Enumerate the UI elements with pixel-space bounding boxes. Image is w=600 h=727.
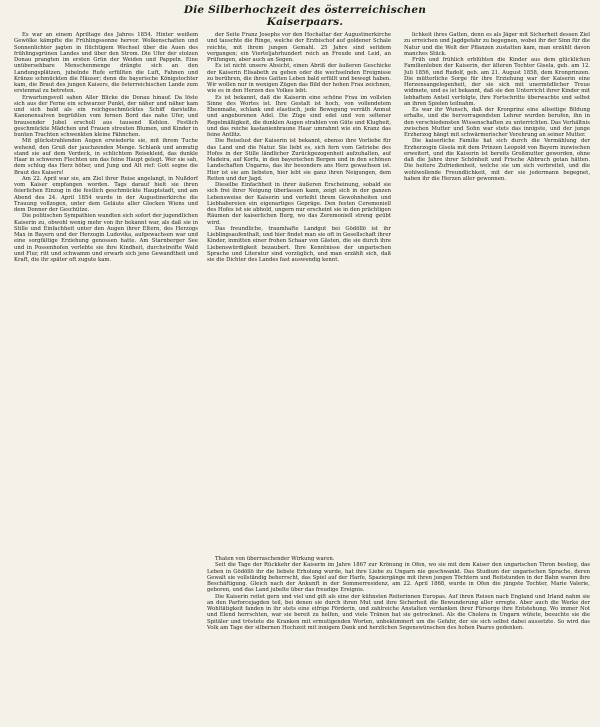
paragraph: Es war ihr Wunsch, daß der Kronprinz eine allseitige Bildung erhalte, und die hervorragendsten Lehrer wurden berufen, ihn in den verschiedensten Wissenschaften zu unterrichten. Das Verhältnis zwischen Mutter und Sohn war stets das innigste, und der junge Erzherzog hängt mit schwärmerischer Verehrung an seiner Mutter. <box>404 107 590 138</box>
paragraph: der Seite Franz Josephs vor den Hochaltar der Augustinerkirche und tauschte die Ringe, welche der Erzbischof auf goldener Schale reichte, mit ihrem jungen Gemahl. 25 Jahre sind seitdem vergangen; ein Vierteljahrhundert reich an Freude und Leid, an Prüfungen, aber auch an Segen. <box>207 32 391 63</box>
title-line-2: Kaiserpaars. <box>266 16 344 28</box>
paragraph: Erwartungsvoll sahen Aller Blicke die Donau hinauf. Da löste sich aus der Ferne ein schwarzer Punkt, der näher und näher kam und sich bald als ein reichgeschmücktes Schiff darstellte. Kanonensalven begrüßten vom fernen Bord das nahe Ufer, und brausender Jubel erscholl aus tausend Kehlen. Festlich geschmückte Mädchen und Frauen streuten Blumen, und Kinder in bunten Trachten schwenkten kleine Fähnchen. <box>14 94 198 138</box>
paragraph: Die kaiserliche Familie hat sich durch die Vermählung der Erzherzogin Gisela mit dem Prinzen Leopold von Bayern inzwischen erweitert, und die Kaiserin ist bereits Großmutter geworden, ohne daß die Jahre ihrer Schönheit und Frische Abbruch getan hätten. Die heitere Zufriedenheit, welche sie um sich verbreitet, und die wohlwollende Freundlichkeit, mit der sie jedermann begegnet, haben ihr die Herzen aller gewonnen. <box>404 138 590 182</box>
paragraph: Das freundliche, traumhafte Landgut bei Gödöllö ist ihr Lieblingsaufenthalt, und hier findet man sie oft in Gesellschaft ihrer Kinder, inmitten einer frohen Schaar von Gästen, die sie durch ihre Liebenswürdigkeit bezaubert. Ihre Kenntnisse der ungarischen Sprache und Literatur sind vorzüglich, und man erzählt sich, daß sie die Dichter des Landes fast auswendig kennt. <box>207 225 391 263</box>
paragraph: Mit glückstrahlenden Augen erwiederte sie, mit ihrem Tuche wehend, den Gruß der jauchzenden Menge. Schlank und anmutig stand sie auf dem Verdeck, in schlichtem Reisekleid, das dunkle Haar in schweren Flechten um das feine Haupt gelegt. Wer sie sah, dem schlug das Herz höher, und Jung und Alt rief: Gott segne die Braut des Kaisers! <box>14 138 198 176</box>
paragraph: Seit die Tage der Rückkehr der Kaiserin im Jahre 1867 zur Krönung in Ofen, wo sie mit dem Kaiser den ungarischen Thron bestieg, das Leben in Gödöllö ihr die liebste Erholung wurde, hat ihre Liebe zu Ungarn nie geschwankt. Das Studium der ungarischen Sprache, deren Gewalt sie vollständig beherrscht, das Spiel auf der Harfe, Spaziergänge mit ihren jungen Töchtern und Reitstunden in der Bahn waren ihre Beschäftigung. Gleich nach der Ankunft in der Sommerresidenz, am 22. April 1868, wurde in Ofen die jüngste Tochter, Marie Valerie, geboren, und das Land jubelte über das freudige Ereignis. <box>207 562 590 594</box>
paragraph: Dieselbe Einfachheit in ihrer äußeren Erscheinung, sobald sie sich frei ihrer Neigung überlassen kann, zeigt sich in der ganzen Lebensweise der Kaiserin und verleiht ihrem Gewohnheiten und Liebhabereien ein eigenartiges Gepräge. Den festen Ceremoniell des Hofes ist sie abhold, ungern nur erscheint sie in den prächtigen Räumen der kaiserlichen Burg, wo das Zeremoniell streng geübt wird. <box>207 182 391 226</box>
paragraph: Früh und frühlich erblühten die Kinder aus dem glücklichen Familienleben der Kaiserin, der älteren Tochter Gisela, geb. am 12. Juli 1856, und Rudolf, geb. am 21. August 1858, dem Kronprinzen. Die mütterliche Sorge für ihre Erziehung war der Kaiserin eine Herzensangelegenheit, der sie sich mit unermüdlicher Treue widmete, und es ist bekannt, daß sie den Unterricht ihrer Kinder mit lebhaftem Anteil verfolgte, ihre Fortschritte überwachte und selbst an ihren Spielen teilnahm. <box>404 57 590 107</box>
text-column-1 <box>14 32 198 722</box>
paragraph: lichkeit ihres Gatten, denn es als Jäger mit Sicherheit dessen Ziel zu erreichen und Jagdgefahr zu begegnen, wobei ihr der Sinn für die Natur und die Welt der Pflanzen zustatten kam, man erzählt davon manches Stück. <box>404 32 590 57</box>
paragraph: Thaten von überraschender Wirkung waren. <box>215 556 335 562</box>
paragraph: Am 22. April war sie, am Ziel ihrer Reise angelangt, in Nußdorf vom Kaiser empfangen worden. Tags darauf hielt sie ihren feierlichen Einzug in die festlich geschmückte Hauptstadt, und am Abend des 24. April 1854 wurde in der Augustinerkirche die Trauung vollzogen, unter dem Geläute aller Glocken Wiens und dem Donner der Geschütze. <box>14 175 198 213</box>
paragraph: Die Kaiserin reitet gern und viel und gilt als eine der kühnsten Reiterinnen Europas. Auf ihren Reisen nach England und Irland nahm sie an den Parforcejagden teil, bei denen sie durch ihren Mut und ihre Sicherheit die Bewunderung aller erregte. Aber auch die Werke der Wohltätigkeit fanden in ihr stets eine eifrige Förderin, und zahlreiche Anstalten verdanken ihrer Fürsorge ihre Entstehung. Wo immer Not und Elend herrschten, war sie bereit zu helfen, und viele Tränen hat sie getrocknet. Als die Cholera in Ungarn wütete, besuchte sie die Spitäler und tröstete die Kranken mit ermutigenden Worten, unbekümmert um die Gefahr, der sie sich selbst dabei aussetzte. So wird das Volk am Tage der silbernen Hochzeit mit innigem Dank und herzlichen Segenswünschen des hohen Paares gedenken. <box>207 593 590 631</box>
text-column-3 <box>404 32 590 552</box>
paragraph: Es ist nicht unsere Absicht, einen Abriß der äußeren Geschicke der Kaiserin Elisabeth zu geben oder die wechselnden Ereignisse zu berühren, die ihres Gatten Leben bald erfüllt und bewegt haben. Wir wollen nur in wenigen Zügen das Bild der hohen Frau zeichnen, wie es in den Herzen des Volkes lebt. <box>207 63 391 95</box>
paragraph: Es war an einem Apriltage des Jahres 1854. Hinter weißem Gewölke kämpfte die Frühlingssonne hervor. Wolkenschatten und Sonnenlichter jagten in flüchtigem Wechsel über die Auen des frühlingsgrünen Landes und über den Strom. Die Ufer der stolzen Donau prangten im ersten Grün der Weiden und Pappeln. Eine unübersehbare Menschenmenge drängte sich an den Landungsplätzen, jubelnde Rufe erfüllten die Luft, Fahnen und Kränze schmückten die Häuser; denn die bayerische Königstochter kam, die Braut des jungen Kaisers, die österreichischen Lande zum erstenmal zu betreten. <box>14 32 198 95</box>
article-title <box>160 4 450 28</box>
paragraph: Die Reiselust der Kaiserin ist bekannt, ebenso ihre Vorliebe für das Land und die Natur. Sie liebt es, sich fern vom Getriebe des Hofes in der Stille ländlicher Zurückgezogenheit aufzuhalten, auf Madeira, auf Korfu, in den bayerischen Bergen und in den schönen Landschaften Ungarns, das ihr besonders ans Herz gewachsen ist. Hier ist sie am liebsten, hier lebt sie ganz ihren Neigungen, dem Reiten und der Jagd. <box>207 138 391 182</box>
paragraph: Es ist bekannt, daß die Kaiserin eine schöne Frau im vollsten Sinne des Wortes ist. Ihre Gestalt ist hoch, von vollendetem Ebenmaße, schlank und elastisch, jede Bewegung verräth Anmut und angeborenen Adel. Die Züge sind edel und von seltener Regelmäßigkeit, die dunklen Augen strahlen von Güte und Klugheit, und das reiche kastanienbraune Haar umrahmt wie ein Kranz das feine Antlitz. <box>207 94 391 138</box>
text-wide-block <box>207 556 590 722</box>
title-line-1: Die Silberhochzeit des österreichischen <box>183 4 427 16</box>
paragraph: Die politischen Sympathien wandten sich sofort der jugendlichen Kaiserin zu, obwohl wenig mehr von ihr bekannt war, als daß sie in Stille und Einfachheit unter den Augen ihrer Eltern, des Herzogs Max in Bayern und der Herzogin Ludovika, aufgewachsen war und eine sorgfältige Erziehung genossen hatte. Am Starnberger See und in Possenhofen verlebte sie ihre Kindheit, durchstreifte Wald und Flur, ritt und schwamm und erwarb sich jene Gewandtheit und Kraft, die ihr später oft zugute kam. <box>14 213 198 263</box>
